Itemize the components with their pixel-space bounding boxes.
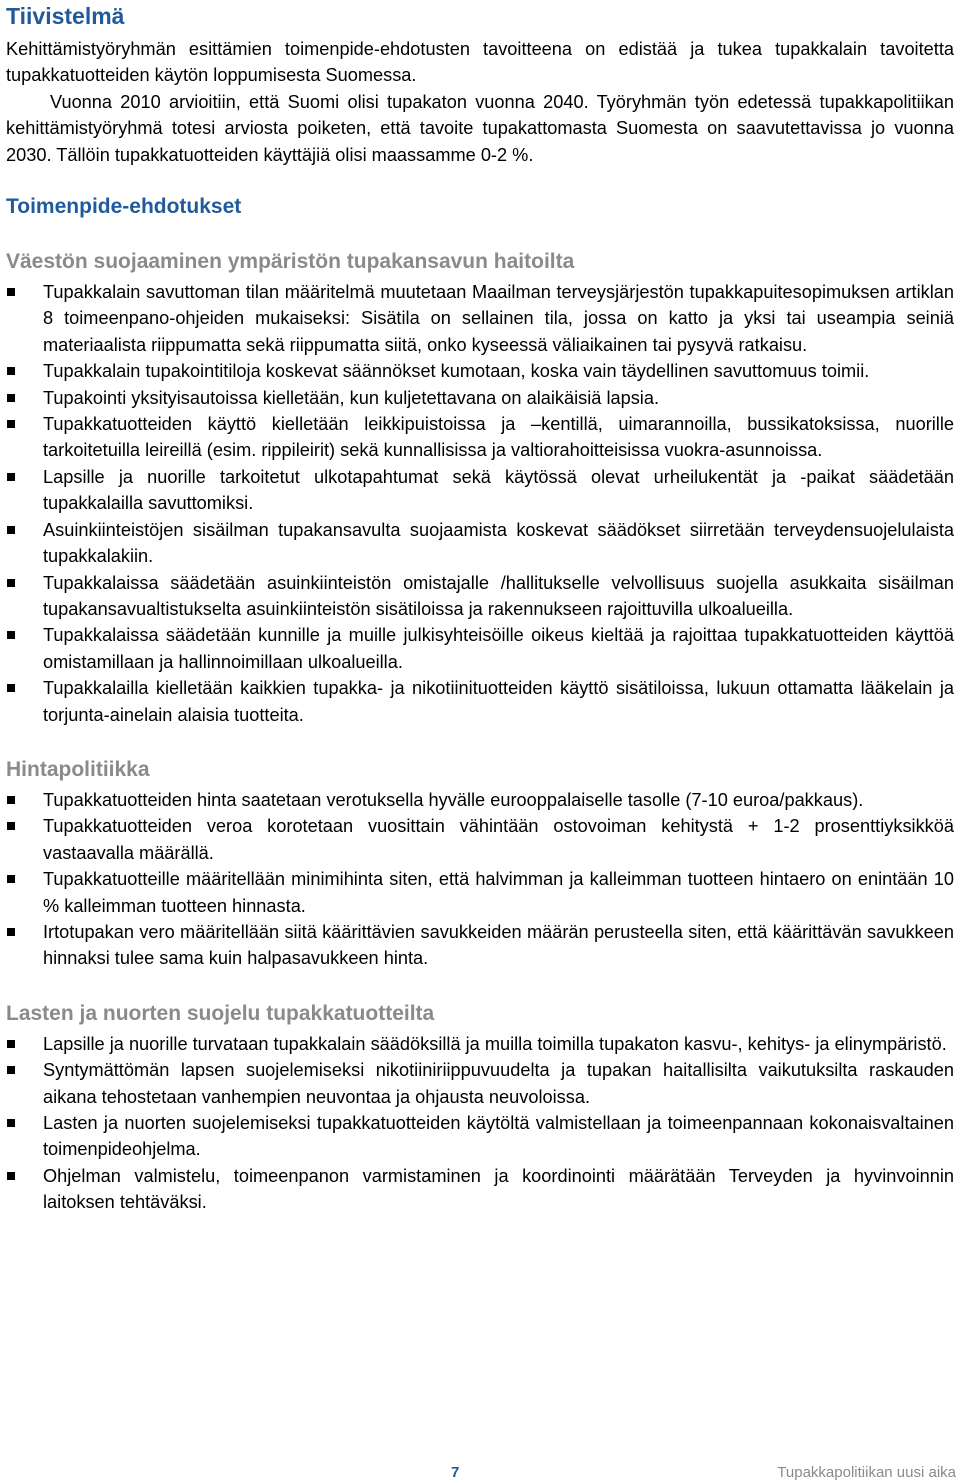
section-heading-price-policy: Hintapolitiikka bbox=[6, 757, 150, 781]
list-item bbox=[6, 1057, 954, 1110]
bullet-square-icon bbox=[7, 420, 15, 428]
bullet-square-icon bbox=[7, 473, 15, 481]
list-item-text: Lapsille ja nuorille tarkoitetut ulkotapahtumat sekä käytössä olevat urheilukentät ja -paikat säädetään tupakkalailla savuttomiksi. bbox=[43, 466, 954, 514]
list-item bbox=[6, 385, 954, 411]
list-item bbox=[6, 1163, 954, 1216]
list-item-text: Ohjelman valmistelu, toimeenpanon varmistaminen ja koordinointi määrätään Terveyden ja hyvinvoinnin laitoksen tehtäväksi. bbox=[43, 1165, 954, 1213]
bullet-square-icon bbox=[7, 526, 15, 534]
list-item bbox=[6, 787, 954, 813]
list-item bbox=[6, 919, 954, 972]
list-item-text: Tupakkalaissa säädetään kunnille ja muille julkisyhteisöille oikeus kieltää ja rajoittaa tupakkatuotteiden käyttöä omistamillaan ja hallinnoimillaan ulkoalueilla. bbox=[43, 625, 954, 672]
bullet-list-population-protection bbox=[6, 279, 954, 728]
list-item bbox=[6, 358, 954, 384]
page-number: 7 bbox=[451, 1464, 460, 1481]
list-item bbox=[6, 411, 954, 464]
proposals-title: Toimenpide-ehdotukset bbox=[6, 195, 242, 219]
section-heading-population-protection: Väestön suojaaminen ympäristön tupakansavun haitoilta bbox=[6, 250, 575, 274]
list-item-text: Tupakkatuotteille määritellään minimihinta siten, että halvimman ja kalleimman tuotteen hintaero on enintään 10 % kalleimman tuotteen hinnasta. bbox=[43, 869, 954, 916]
bullet-square-icon bbox=[7, 1172, 15, 1180]
bullet-square-icon bbox=[7, 367, 15, 375]
list-item-text: Tupakkalain tupakointitiloja koskevat säännökset kumotaan, koska vain täydellinen savuttomuus toimii. bbox=[43, 361, 870, 382]
bullet-square-icon bbox=[7, 875, 15, 883]
list-item bbox=[6, 675, 954, 728]
bullet-square-icon bbox=[7, 579, 15, 587]
list-item bbox=[6, 622, 954, 675]
bullet-square-icon bbox=[7, 684, 15, 692]
list-item-text: Tupakkalain savuttoman tilan määritelmä muutetaan Maailman terveysjärjestön tupakkapuitesopimuksen artiklan 8 toimeenpano-ohjeiden mukaiseksi: Sisätila on sellainen tila, jossa on katto ja yksi tai useampia seiniä materiaalista riippumatta sekä riippumatta siitä, onko kyseessä väliaikainen tai pysyvä ratkaisu. bbox=[43, 282, 954, 355]
list-item-text: Tupakointi yksityisautoissa kielletään, kun kuljetettavana on alaikäisiä lapsia. bbox=[43, 387, 660, 408]
summary-title: Tiivistelmä bbox=[6, 3, 125, 29]
footer-document-title: Tupakkapolitiikan uusi aika bbox=[777, 1464, 956, 1481]
bullet-square-icon bbox=[7, 1119, 15, 1127]
bullet-square-icon bbox=[7, 631, 15, 639]
list-item bbox=[6, 517, 954, 570]
bullet-square-icon bbox=[7, 288, 15, 296]
list-item-text: Tupakkalaissa säädetään asuinkiinteistön omistajalle /hallitukselle velvollisuus suojella asukkaita sisäilman tupakansavualtistukselta asuinkiinteistön sisätiloissa ja rakennukseen rajoittuvilla ulkoalueilla. bbox=[43, 572, 954, 619]
list-item-text: Irtotupakan vero määritellään siitä käärittävien savukkeiden määrän perusteella siten, että käärittävän savukkeen hinnaksi tulee sama kuin halpasavukkeen hinta. bbox=[43, 921, 954, 969]
bullet-square-icon bbox=[7, 822, 15, 830]
list-item bbox=[6, 570, 954, 623]
list-item bbox=[6, 866, 954, 919]
bullet-square-icon bbox=[7, 796, 15, 804]
bullet-square-icon bbox=[7, 1066, 15, 1074]
list-item-text: Tupakkatuotteiden veroa korotetaan vuosittain vähintään ostovoiman kehitystä + 1-2 prosenttiyksikköä vastaavalla määrällä. bbox=[43, 816, 954, 863]
list-item-text: Asuinkiinteistöjen sisäilman tupakansavulta suojaamista koskevat säädökset siirretään terveydensuojelulaista tupakkalakiin. bbox=[43, 519, 954, 567]
list-item-text: Lapsille ja nuorille turvataan tupakkalain säädöksillä ja muilla toimilla tupakaton kasvu-, kehitys- ja elinympäristö. bbox=[43, 1033, 947, 1054]
summary-paragraph-2: Vuonna 2010 arvioitiin, että Suomi olisi tupakaton vuonna 2040. Työryhmän työn edetessä tupakkapolitiikan kehittämistyöryhmä totesi arviosta poiketen, että tavoite tupakattomasta Suomesta on saavutettavissa jo vuonna 2030. Tällöin tupakkatuotteiden käyttäjiä olisi maassamme 0-2 %. bbox=[6, 91, 954, 165]
list-item-text: Tupakkatuotteiden hinta saatetaan verotuksella hyvälle eurooppalaiselle tasolle (7-10 euroa/pakkaus). bbox=[43, 789, 864, 810]
page-footer bbox=[0, 1464, 960, 1484]
list-item-text: Tupakkalailla kielletään kaikkien tupakka- ja nikotiinituotteiden käyttö sisätiloissa, lukuun ottamatta lääkelain ja torjunta-ainelain alaisia tuotteita. bbox=[43, 678, 954, 725]
document-page bbox=[6, 0, 954, 1216]
list-item bbox=[6, 279, 954, 358]
bullet-square-icon bbox=[7, 394, 15, 402]
bullet-square-icon bbox=[7, 1040, 15, 1048]
list-item bbox=[6, 813, 954, 866]
list-item-text: Syntymättömän lapsen suojelemiseksi nikotiiniriippuvuudelta ja tupakan haitallisilta vaikutuksilta raskauden aikana tehostetaan vanhempien neuvontaa ja ohjausta neuvoloissa. bbox=[43, 1060, 954, 1107]
list-item bbox=[6, 464, 954, 517]
section-heading-child-protection: Lasten ja nuorten suojelu tupakkatuotteilta bbox=[6, 1001, 435, 1025]
bullet-list-child-protection bbox=[6, 1031, 954, 1216]
list-item-text: Lasten ja nuorten suojelemiseksi tupakkatuotteiden käytöltä valmistellaan ja toimeenpannaan kokonaisvaltainen toimenpideohjelma. bbox=[43, 1113, 954, 1160]
bullet-list-price-policy bbox=[6, 787, 954, 972]
list-item bbox=[6, 1031, 954, 1057]
list-item bbox=[6, 1110, 954, 1163]
summary-paragraph-1: Kehittämistyöryhmän esittämien toimenpide-ehdotusten tavoitteena on edistää ja tukea tupakkalain tavoitetta tupakkatuotteiden käytön loppumisesta Suomessa. bbox=[6, 39, 954, 86]
summary-text bbox=[6, 36, 954, 168]
bullet-square-icon bbox=[7, 928, 15, 936]
list-item-text: Tupakkatuotteiden käyttö kielletään leikkipuistoissa ja –kentillä, uimarannoilla, bussikatoksissa, nuorille tarkoitetuilla leireillä (esim. rippileirit) sekä kunnallisissa ja valtiorahoitteisissa vuokra-asunnoissa. bbox=[43, 414, 954, 461]
